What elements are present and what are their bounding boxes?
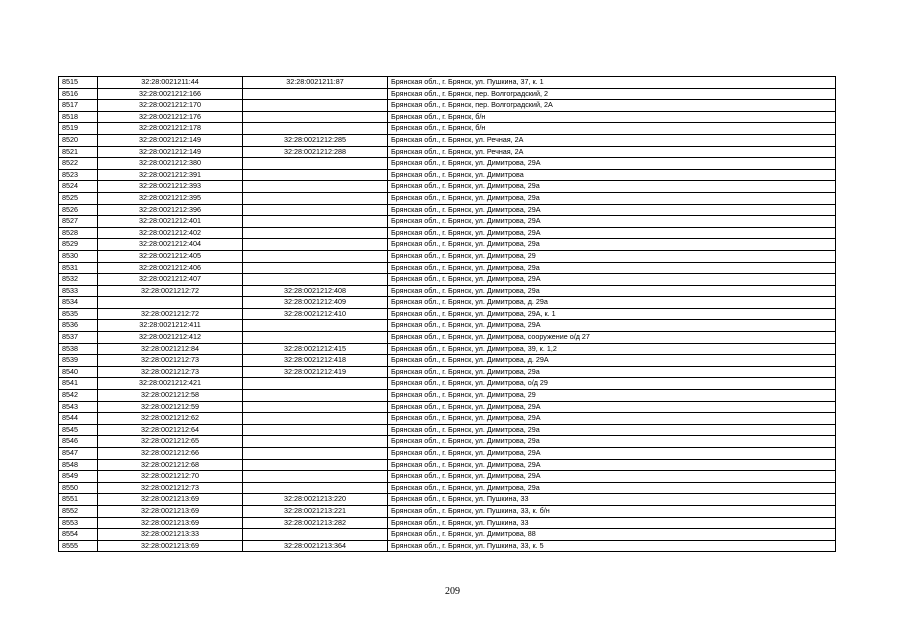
row-number-cell: 8540 (59, 366, 98, 378)
cadastral-number-cell (243, 424, 388, 436)
cadastral-number-cell: 32:28:0021212:408 (243, 285, 388, 297)
cadastral-number-cell (243, 123, 388, 135)
address-cell: Брянская обл., г. Брянск, ул. Димитрова, 29А (388, 216, 836, 228)
cadastral-number-cell (243, 390, 388, 402)
address-cell: Брянская обл., г. Брянск, ул. Пушкина, 33 (388, 517, 836, 529)
address-cell: Брянская обл., г. Брянск, ул. Димитрова, 29А (388, 401, 836, 413)
address-cell: Брянская обл., г. Брянск, ул. Димитрова, 29 (388, 390, 836, 402)
table-row (59, 308, 836, 320)
row-number-cell: 8555 (59, 540, 98, 552)
table-row (59, 146, 836, 158)
row-number-cell: 8553 (59, 517, 98, 529)
parent-cadastral-number-cell: 32:28:0021212:421 (98, 378, 243, 390)
parent-cadastral-number-cell: 32:28:0021212:66 (98, 448, 243, 460)
row-number-cell: 8531 (59, 262, 98, 274)
address-cell: Брянская обл., г. Брянск, ул. Димитрова, 29а (388, 424, 836, 436)
row-number-cell: 8549 (59, 471, 98, 483)
table-row (59, 366, 836, 378)
address-cell: Брянская обл., г. Брянск, ул. Димитрова, 29а (388, 482, 836, 494)
cadastral-number-cell (243, 529, 388, 541)
cadastral-number-cell (243, 100, 388, 112)
address-cell: Брянская обл., г. Брянск, ул. Димитрова, 39, к. 1,2 (388, 343, 836, 355)
address-cell: Брянская обл., г. Брянск, ул. Пушкина, 33 (388, 494, 836, 506)
address-cell: Брянская обл., г. Брянск, ул. Димитрова, 29А (388, 227, 836, 239)
page-number: 209 (445, 586, 460, 597)
cadastral-number-cell (243, 448, 388, 460)
table-row (59, 505, 836, 517)
parent-cadastral-number-cell: 32:28:0021212:65 (98, 436, 243, 448)
parent-cadastral-number-cell: 32:28:0021213:69 (98, 494, 243, 506)
parent-cadastral-number-cell: 32:28:0021212:68 (98, 459, 243, 471)
cadastral-number-cell: 32:28:0021213:364 (243, 540, 388, 552)
cadastral-number-cell: 32:28:0021213:220 (243, 494, 388, 506)
parent-cadastral-number-cell: 32:28:0021212:73 (98, 366, 243, 378)
parent-cadastral-number-cell: 32:28:0021212:380 (98, 158, 243, 170)
parent-cadastral-number-cell: 32:28:0021212:58 (98, 390, 243, 402)
address-cell: Брянская обл., г. Брянск, ул. Димитрова, 29А (388, 274, 836, 286)
row-number-cell: 8530 (59, 250, 98, 262)
table-row (59, 332, 836, 344)
cadastral-table (58, 76, 836, 552)
table-row (59, 471, 836, 483)
parent-cadastral-number-cell: 32:28:0021212:395 (98, 192, 243, 204)
cadastral-number-cell (243, 482, 388, 494)
parent-cadastral-number-cell: 32:28:0021212:176 (98, 111, 243, 123)
address-cell: Брянская обл., г. Брянск, ул. Димитрова, о/д 29 (388, 378, 836, 390)
row-number-cell: 8541 (59, 378, 98, 390)
parent-cadastral-number-cell: 32:28:0021211:44 (98, 77, 243, 89)
row-number-cell: 8522 (59, 158, 98, 170)
parent-cadastral-number-cell: 32:28:0021212:407 (98, 274, 243, 286)
table-row (59, 436, 836, 448)
row-number-cell: 8519 (59, 123, 98, 135)
parent-cadastral-number-cell: 32:28:0021212:406 (98, 262, 243, 274)
table-row (59, 77, 836, 89)
table-row (59, 100, 836, 112)
address-cell: Брянская обл., г. Брянск, ул. Димитрова, 29А (388, 459, 836, 471)
table-row (59, 192, 836, 204)
address-cell: Брянская обл., г. Брянск, ул. Димитрова, 29а (388, 192, 836, 204)
address-cell: Брянская обл., г. Брянск, б/н (388, 111, 836, 123)
table-row (59, 123, 836, 135)
address-cell: Брянская обл., г. Брянск, ул. Димитрова, 29 (388, 250, 836, 262)
cadastral-number-cell (243, 181, 388, 193)
table-row (59, 378, 836, 390)
cadastral-number-cell (243, 111, 388, 123)
row-number-cell: 8521 (59, 146, 98, 158)
row-number-cell: 8527 (59, 216, 98, 228)
parent-cadastral-number-cell: 32:28:0021212:72 (98, 285, 243, 297)
table-row (59, 343, 836, 355)
row-number-cell: 8554 (59, 529, 98, 541)
cadastral-number-cell: 32:28:0021212:415 (243, 343, 388, 355)
address-cell: Брянская обл., г. Брянск, ул. Димитрова, 29а (388, 366, 836, 378)
cadastral-number-cell (243, 169, 388, 181)
cadastral-number-cell (243, 204, 388, 216)
address-cell: Брянская обл., г. Брянск, б/н (388, 123, 836, 135)
cadastral-number-cell (243, 436, 388, 448)
cadastral-number-cell: 32:28:0021212:418 (243, 355, 388, 367)
table-row (59, 390, 836, 402)
address-cell: Брянская обл., г. Брянск, ул. Димитрова, 29А (388, 320, 836, 332)
address-cell: Брянская обл., г. Брянск, ул. Пушкина, 37, к. 1 (388, 77, 836, 89)
cadastral-number-cell: 32:28:0021212:288 (243, 146, 388, 158)
row-number-cell: 8550 (59, 482, 98, 494)
parent-cadastral-number-cell: 32:28:0021213:69 (98, 540, 243, 552)
cadastral-number-cell (243, 262, 388, 274)
parent-cadastral-number-cell: 32:28:0021212:401 (98, 216, 243, 228)
table-row (59, 355, 836, 367)
row-number-cell: 8539 (59, 355, 98, 367)
parent-cadastral-number-cell: 32:28:0021212:149 (98, 134, 243, 146)
parent-cadastral-number-cell: 32:28:0021212:396 (98, 204, 243, 216)
row-number-cell: 8533 (59, 285, 98, 297)
row-number-cell: 8535 (59, 308, 98, 320)
table-row (59, 158, 836, 170)
table-row (59, 285, 836, 297)
address-cell: Брянская обл., г. Брянск, ул. Димитрова, 29а (388, 239, 836, 251)
table-row (59, 482, 836, 494)
address-cell: Брянская обл., г. Брянск, ул. Димитрова, д. 29а (388, 297, 836, 309)
row-number-cell: 8526 (59, 204, 98, 216)
table-row (59, 401, 836, 413)
parent-cadastral-number-cell: 32:28:0021212:393 (98, 181, 243, 193)
cadastral-number-cell (243, 250, 388, 262)
parent-cadastral-number-cell (98, 297, 243, 309)
cadastral-number-cell: 32:28:0021212:409 (243, 297, 388, 309)
row-number-cell: 8536 (59, 320, 98, 332)
parent-cadastral-number-cell: 32:28:0021212:402 (98, 227, 243, 239)
parent-cadastral-number-cell: 32:28:0021212:72 (98, 308, 243, 320)
row-number-cell: 8552 (59, 505, 98, 517)
address-cell: Брянская обл., г. Брянск, ул. Пушкина, 33, к. 5 (388, 540, 836, 552)
parent-cadastral-number-cell: 32:28:0021212:62 (98, 413, 243, 425)
row-number-cell: 8551 (59, 494, 98, 506)
parent-cadastral-number-cell: 32:28:0021212:64 (98, 424, 243, 436)
cadastral-number-cell (243, 401, 388, 413)
parent-cadastral-number-cell: 32:28:0021212:178 (98, 123, 243, 135)
row-number-cell: 8538 (59, 343, 98, 355)
table-row (59, 169, 836, 181)
parent-cadastral-number-cell: 32:28:0021212:405 (98, 250, 243, 262)
table-row (59, 181, 836, 193)
cadastral-number-cell: 32:28:0021213:282 (243, 517, 388, 529)
table-row (59, 529, 836, 541)
table-row (59, 227, 836, 239)
row-number-cell: 8524 (59, 181, 98, 193)
parent-cadastral-number-cell: 32:28:0021213:33 (98, 529, 243, 541)
table-body (59, 77, 836, 552)
cadastral-number-cell: 32:28:0021212:285 (243, 134, 388, 146)
row-number-cell: 8525 (59, 192, 98, 204)
row-number-cell: 8515 (59, 77, 98, 89)
cadastral-number-cell (243, 192, 388, 204)
cadastral-number-cell: 32:28:0021211:87 (243, 77, 388, 89)
parent-cadastral-number-cell: 32:28:0021212:170 (98, 100, 243, 112)
address-cell: Брянская обл., г. Брянск, ул. Речная, 2А (388, 146, 836, 158)
table-row (59, 239, 836, 251)
cadastral-number-cell: 32:28:0021212:419 (243, 366, 388, 378)
cadastral-number-cell (243, 378, 388, 390)
table-row (59, 262, 836, 274)
row-number-cell: 8517 (59, 100, 98, 112)
row-number-cell: 8523 (59, 169, 98, 181)
row-number-cell: 8529 (59, 239, 98, 251)
cadastral-number-cell: 32:28:0021212:410 (243, 308, 388, 320)
table-row (59, 204, 836, 216)
table-row (59, 459, 836, 471)
cadastral-number-cell (243, 274, 388, 286)
table-row (59, 424, 836, 436)
parent-cadastral-number-cell: 32:28:0021212:70 (98, 471, 243, 483)
parent-cadastral-number-cell: 32:28:0021212:166 (98, 88, 243, 100)
row-number-cell: 8520 (59, 134, 98, 146)
row-number-cell: 8518 (59, 111, 98, 123)
table-row (59, 274, 836, 286)
row-number-cell: 8543 (59, 401, 98, 413)
address-cell: Брянская обл., г. Брянск, ул. Речная, 2А (388, 134, 836, 146)
table-row (59, 111, 836, 123)
table-row (59, 88, 836, 100)
parent-cadastral-number-cell: 32:28:0021213:69 (98, 505, 243, 517)
parent-cadastral-number-cell: 32:28:0021212:412 (98, 332, 243, 344)
address-cell: Брянская обл., г. Брянск, ул. Димитрова, 29А (388, 158, 836, 170)
address-cell: Брянская обл., г. Брянск, ул. Димитрова, 29А (388, 204, 836, 216)
parent-cadastral-number-cell: 32:28:0021213:69 (98, 517, 243, 529)
parent-cadastral-number-cell: 32:28:0021212:411 (98, 320, 243, 332)
cadastral-number-cell (243, 413, 388, 425)
row-number-cell: 8537 (59, 332, 98, 344)
table-row (59, 517, 836, 529)
row-number-cell: 8544 (59, 413, 98, 425)
row-number-cell: 8528 (59, 227, 98, 239)
address-cell: Брянская обл., г. Брянск, ул. Димитрова, 29а (388, 262, 836, 274)
parent-cadastral-number-cell: 32:28:0021212:73 (98, 355, 243, 367)
address-cell: Брянская обл., г. Брянск, ул. Пушкина, 33, к. б/н (388, 505, 836, 517)
parent-cadastral-number-cell: 32:28:0021212:73 (98, 482, 243, 494)
cadastral-number-cell (243, 471, 388, 483)
cadastral-number-cell (243, 320, 388, 332)
address-cell: Брянская обл., г. Брянск, ул. Димитрова, 29А, к. 1 (388, 308, 836, 320)
row-number-cell: 8547 (59, 448, 98, 460)
address-cell: Брянская обл., г. Брянск, ул. Димитрова, 29а (388, 181, 836, 193)
address-cell: Брянская обл., г. Брянск, ул. Димитрова, 29А (388, 413, 836, 425)
address-cell: Брянская обл., г. Брянск, ул. Димитрова, 29а (388, 285, 836, 297)
address-cell: Брянская обл., г. Брянск, пер. Волгоградский, 2А (388, 100, 836, 112)
row-number-cell: 8534 (59, 297, 98, 309)
row-number-cell: 8532 (59, 274, 98, 286)
parent-cadastral-number-cell: 32:28:0021212:59 (98, 401, 243, 413)
address-cell: Брянская обл., г. Брянск, ул. Димитрова, 29а (388, 436, 836, 448)
row-number-cell: 8546 (59, 436, 98, 448)
cadastral-number-cell (243, 88, 388, 100)
parent-cadastral-number-cell: 32:28:0021212:404 (98, 239, 243, 251)
cadastral-number-cell (243, 332, 388, 344)
table-row (59, 216, 836, 228)
cadastral-number-cell (243, 239, 388, 251)
table-row (59, 494, 836, 506)
cadastral-number-cell (243, 216, 388, 228)
address-cell: Брянская обл., г. Брянск, ул. Димитрова, сооружение о/д 27 (388, 332, 836, 344)
table-row (59, 413, 836, 425)
address-cell: Брянская обл., г. Брянск, ул. Димитрова (388, 169, 836, 181)
address-cell: Брянская обл., г. Брянск, ул. Димитрова, 29А (388, 471, 836, 483)
parent-cadastral-number-cell: 32:28:0021212:84 (98, 343, 243, 355)
cadastral-number-cell (243, 158, 388, 170)
table-row (59, 540, 836, 552)
address-cell: Брянская обл., г. Брянск, ул. Димитрова, 29А (388, 448, 836, 460)
row-number-cell: 8545 (59, 424, 98, 436)
table-row (59, 448, 836, 460)
table-row (59, 134, 836, 146)
cadastral-number-cell (243, 227, 388, 239)
row-number-cell: 8548 (59, 459, 98, 471)
parent-cadastral-number-cell: 32:28:0021212:391 (98, 169, 243, 181)
table-row (59, 250, 836, 262)
table-row (59, 320, 836, 332)
table-row (59, 297, 836, 309)
parent-cadastral-number-cell: 32:28:0021212:149 (98, 146, 243, 158)
row-number-cell: 8542 (59, 390, 98, 402)
cadastral-number-cell (243, 459, 388, 471)
row-number-cell: 8516 (59, 88, 98, 100)
cadastral-number-cell: 32:28:0021213:221 (243, 505, 388, 517)
address-cell: Брянская обл., г. Брянск, пер. Волгоградский, 2 (388, 88, 836, 100)
address-cell: Брянская обл., г. Брянск, ул. Димитрова, 88 (388, 529, 836, 541)
address-cell: Брянская обл., г. Брянск, ул. Димитрова, д. 29А (388, 355, 836, 367)
